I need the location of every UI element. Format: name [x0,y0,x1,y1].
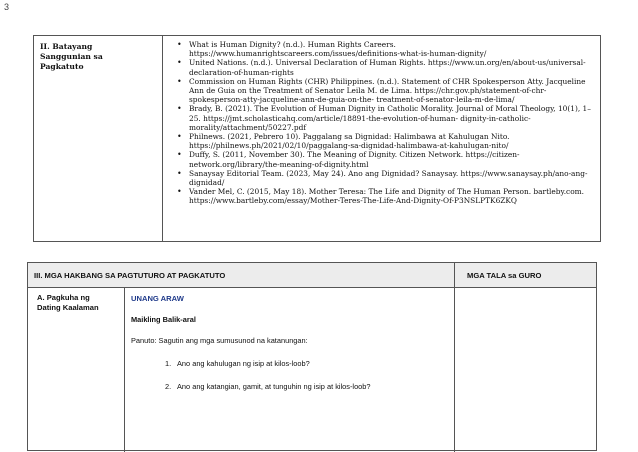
bullet-icon: • [177,187,182,197]
question-text: Ano ang kahulugan ng isip at kilos-loob? [177,359,310,368]
question-number: 1. [165,359,172,368]
step-label-line: A. Pagkuha ng [37,293,90,302]
question-item [165,382,450,391]
reference-item: • What is Human Dignity? (n.d.). Human Rights Careers. https://www.humanrightscareers.com/issues/definitions-what-is-human-dignity/ [177,40,487,59]
section-label-line: Sanggunian sa [40,52,103,61]
reference-item: • Duffy, S. (2011, November 30). The Meaning of Dignity. Citizen Network. https://citizen-network.org/library/the-meaning-of-dignity.html [177,150,520,169]
reference-item: • Commission on Human Rights (CHR) Philippines. (n.d.). Statement of CHR Spokesperson Atty. Jacqueline Ann de Guia on the Treatment of Senator Leila M. de Lima. https://chr.gov.ph/statement-of-chr-spokesperson-atty-jacqueline-ann-de-guia-on-the- treatment-of-senator-leila-m-de-lima/ [177,76,586,105]
instruction-text: Panuto: Sagutin ang mga sumusunod na katanungan: [131,336,308,345]
procedure-table [27,262,597,451]
reference-item: • Philnews. (2021, Pebrero 10). Paggalang sa Dignidad: Halimbawa at Kahulugan Nito. https://philnews.ph/2021/02/10/paggalang-sa-dignidad-halimbawa-at-kahulugan-nito/ [177,132,510,151]
step-content-cell [125,288,455,452]
procedure-body-row [28,288,596,452]
bullet-icon: • [177,40,182,49]
bullet-icon: • [177,150,182,160]
references-section-label [34,36,163,241]
procedure-header-notes: MGA TALA sa GURO [467,270,542,280]
bullet-icon: • [177,132,182,142]
page-number: 3 [4,2,10,12]
section-label-line: Pagkatuto [40,62,84,71]
day-title: UNANG ARAW [131,294,184,303]
bullet-icon: • [177,168,182,178]
references-list [173,40,594,206]
references-table [33,35,601,242]
reference-item: • United Nations. (n.d.). Universal Declaration of Human Rights. https://www.un.org/en/about-us/universal-declaration-of-human-rights [177,58,586,77]
question-number: 2. [165,382,172,391]
procedure-header-main: III. MGA HAKBANG SA PAGTUTURO AT PAGKATUTO [28,263,455,287]
reference-item: • Vander Mel, C. (2015, May 18). Mother Teresa: The Life and Dignity of The Human Person. bartleby.com. https://www.bartleby.com/essay/Mother-Teres-The-Life-And-Dignity-Of-P3NSLPTK6ZKQ [177,187,585,206]
procedure-header-row [28,263,596,288]
activity-title: Maikling Balik-aral [131,315,196,324]
reference-item: • Brady, B. (2021). The Evolution of Human Dignity in Catholic Morality. Journal of Moral Theology, 10(1), 1–25. https://jmt.scholasticahq.com/article/18891-the-evolution-of-human- dignity-in-catholic-morality/attachment/50227.pdf [177,104,591,132]
step-label-cell [28,288,125,452]
question-list [131,359,450,391]
teacher-notes-cell [455,288,596,452]
bullet-icon: • [177,76,182,86]
references-list-cell [163,36,600,241]
question-item [165,359,450,368]
question-text: Ano ang katangian, gamit, at tunguhin ng isip at kilos-loob? [177,382,371,391]
section-label-line: II. Batayang [40,42,93,51]
step-label-line: Dating Kaalaman [37,303,99,312]
bullet-icon: • [177,58,182,68]
bullet-icon: • [177,104,182,114]
reference-item: • Sanaysay Editorial Team. (2023, May 24). Ano ang Dignidad? Sanaysay. https://www.sanaysay.ph/ano-ang-dignidad/ [177,168,588,188]
